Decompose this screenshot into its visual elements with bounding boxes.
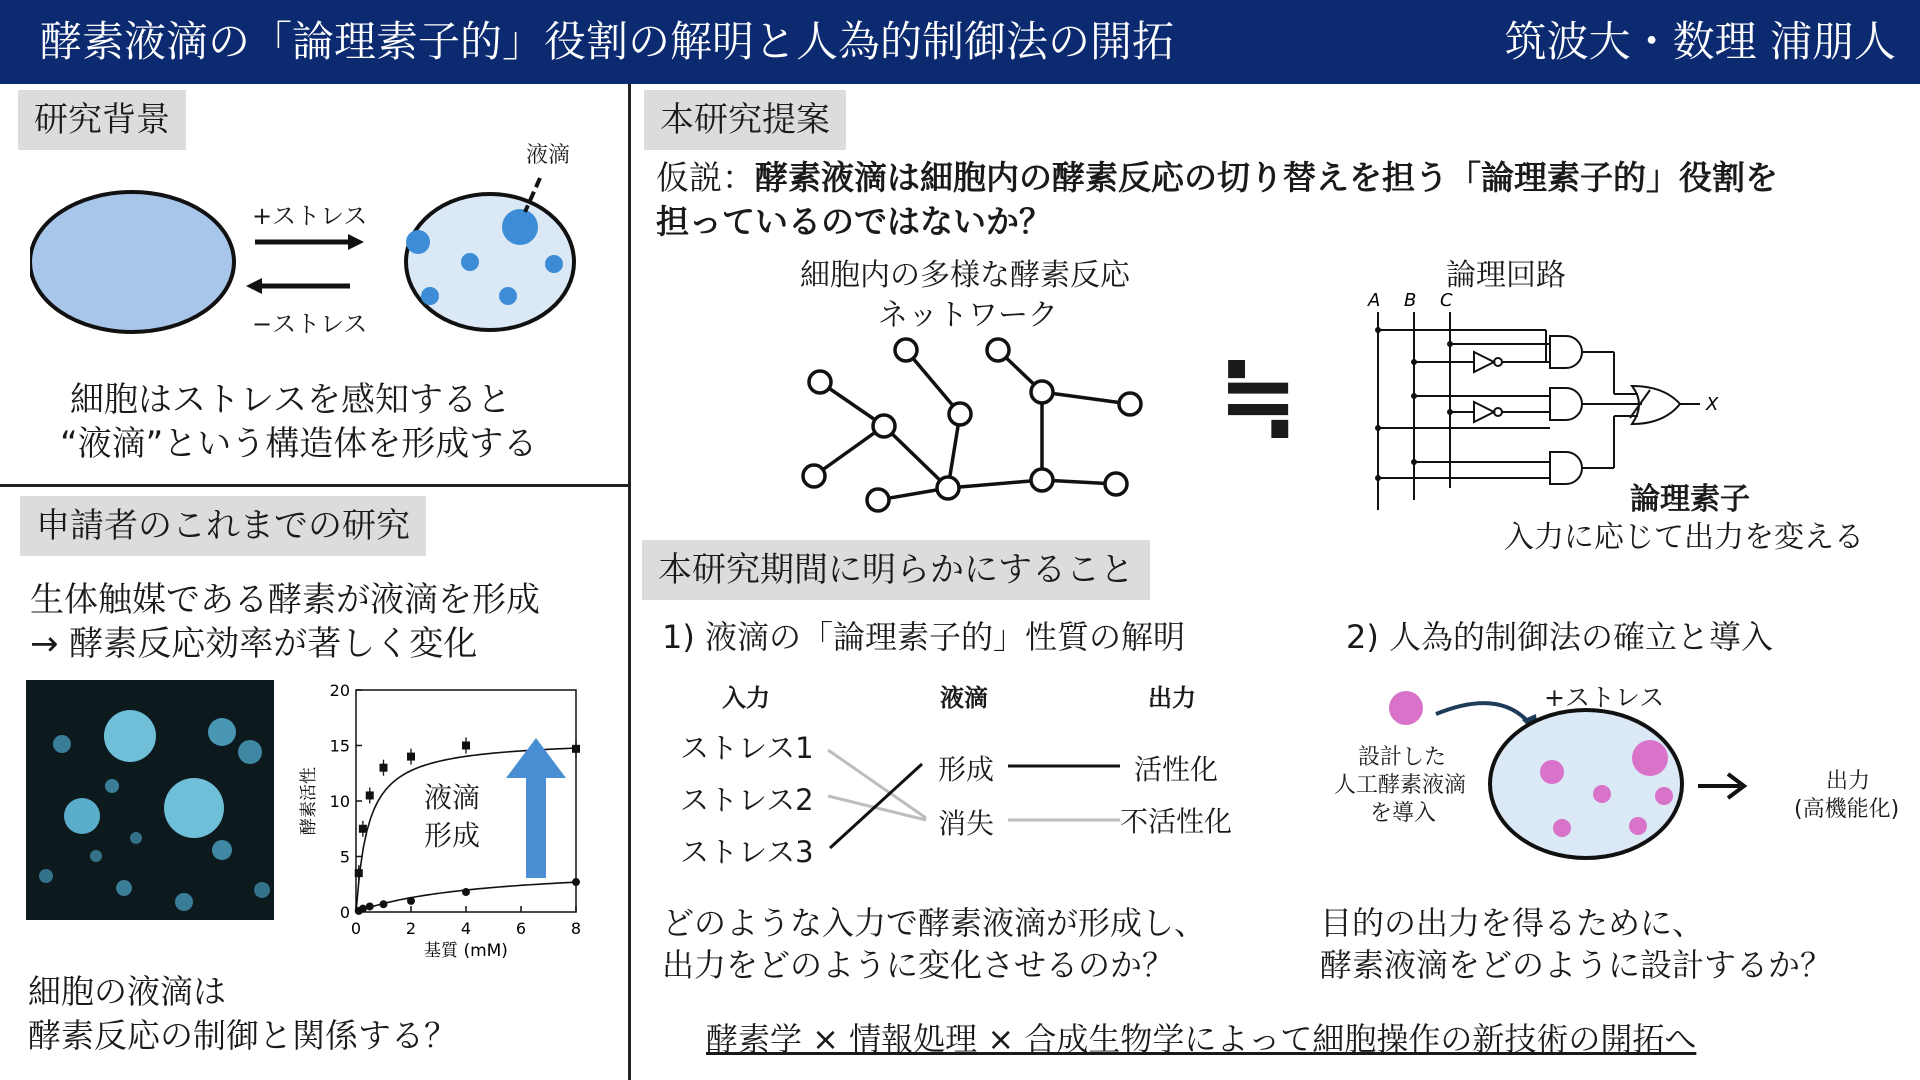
footer-statement: 酵素学 × 情報処理 × 合成生物学によって細胞操作の新技術の開拓へ (706, 1020, 1697, 1058)
logic-element-label: 論理素子 (1630, 482, 1750, 517)
section-tag-prior-research: 申請者のこれまでの研究 (20, 496, 426, 556)
data-point-circle (572, 878, 580, 886)
background-caption-line1: 細胞はストレスを感知すると (70, 380, 511, 420)
droplet-state-formed: 形成 (938, 753, 995, 786)
output-enhanced-line1: 出力 (1826, 769, 1871, 794)
cell-without-droplets (30, 192, 234, 332)
input-c-label: C (1440, 290, 1453, 311)
droplet-state-dissolved: 消失 (938, 807, 995, 840)
question2-line2: 酵素液滴をどのように設計するか？ (1320, 946, 1833, 984)
input-stress-2: ストレス2 (680, 783, 814, 817)
prior-line2: → 酵素反応効率が著しく変化 (30, 624, 478, 664)
output-inactivated: 不活性化 (1120, 805, 1233, 838)
plus-stress-label-2: +ストレス (1544, 683, 1665, 712)
data-point-circle (407, 897, 415, 905)
section-tag-proposal: 本研究提案 (644, 90, 846, 150)
enzyme-network-graph (790, 330, 1150, 520)
hypothesis-line1 (656, 152, 1778, 199)
x-tick-label: 0 (350, 919, 362, 938)
input-stress-1: ストレス1 (680, 731, 814, 765)
output-activated: 活性化 (1134, 753, 1219, 786)
input-a-label: A (1368, 290, 1381, 311)
hypothesis-line2: 担っているのではないか？ (656, 202, 1052, 241)
designed-droplet (1389, 691, 1423, 725)
data-point-circle (462, 888, 470, 896)
network-label-line1: 細胞内の多様な酵素反応 (800, 258, 1130, 293)
x-tick-label: 8 (570, 919, 582, 938)
y-tick-label: 15 (329, 736, 350, 756)
hypothesis-prefix: 仮説： (656, 158, 755, 197)
x-tick-label: 4 (460, 919, 472, 938)
question1-line1: どのような入力で酵素液滴が形成し、 (662, 904, 1207, 942)
item2-title: 2) 人為的制御法の確立と導入 (1346, 618, 1774, 656)
output-x-label: X (1706, 394, 1719, 415)
y-tick-label: 10 (329, 792, 350, 811)
logic-circuit-label: 論理回路 (1446, 258, 1566, 293)
design-label-line3: を導入 (1370, 801, 1437, 826)
data-point-circle (380, 900, 388, 908)
hypothesis-text: 酵素液滴は細胞内の酵素反応の切り替えを担う「論理素子的」役割を (755, 158, 1778, 197)
page-title: 酵素液滴の「論理素子的」役割の解明と人為的制御法の開拓 (40, 17, 1175, 66)
item1-title: 1) 液滴の「論理素子的」性質の解明 (662, 618, 1186, 656)
data-point-square (462, 742, 470, 750)
plus-stress-label: +ストレス (252, 202, 368, 230)
y-tick-label: 0 (339, 903, 350, 922)
x-tick-label: 2 (405, 919, 417, 938)
minus-stress-label: −ストレス (252, 310, 368, 338)
column-header-input: 入力 (722, 684, 770, 712)
microscope-image (26, 680, 274, 920)
y-tick-label: 20 (329, 681, 350, 700)
vertical-divider (628, 84, 631, 1080)
data-point-circle (359, 905, 367, 913)
data-point-square (407, 753, 415, 761)
approximately-equal-symbol: ≒ (1218, 340, 1299, 452)
section-tag-background: 研究背景 (18, 90, 186, 150)
data-point-square (380, 764, 388, 772)
x-tick-label: 6 (515, 919, 527, 938)
horizontal-divider-left (0, 484, 628, 487)
droplet-formation-arrow (504, 738, 568, 878)
prior-caption-line2: 酵素反応の制御と関係する？ (28, 1016, 457, 1055)
section-tag-period-goals: 本研究期間に明らかにすること (642, 540, 1150, 600)
input-output-mapping-lines (820, 740, 1140, 860)
x-axis-label: 基質 (mM) (424, 941, 508, 961)
design-label-line1: 設計した (1358, 745, 1447, 770)
author-label: 筑波大・数理 浦朋人 (1504, 17, 1896, 66)
droplet-formation-label-line1: 液滴 (424, 781, 481, 814)
y-axis-label: 酵素活性 (299, 767, 319, 835)
y-tick-label: 5 (339, 847, 350, 867)
data-point-square (359, 825, 367, 833)
data-point-square (355, 869, 363, 877)
background-caption-line2: “液滴”という構造体を形成する (60, 424, 538, 464)
data-point-circle (366, 902, 374, 910)
prior-caption-line1: 細胞の液滴は (28, 972, 226, 1011)
column-header-output: 出力 (1148, 684, 1196, 712)
droplet-label: 液滴 (526, 143, 571, 168)
column-header-droplet: 液滴 (940, 684, 988, 712)
design-label-line2: 人工酵素液滴 (1334, 773, 1467, 798)
prior-line1: 生体触媒である酵素が液滴を形成 (30, 580, 540, 620)
data-point-square (366, 791, 374, 799)
question2-line1: 目的の出力を得るために、 (1320, 904, 1705, 942)
droplet-formation-label-line2: 形成 (424, 819, 481, 852)
network-label-line2: ネットワーク (878, 298, 1058, 333)
target-cell (1490, 710, 1682, 858)
question1-line2: 出力をどのように変化させるのか？ (662, 946, 1175, 984)
data-point-square (572, 745, 580, 753)
logic-element-description: 入力に応じて出力を変える (1504, 520, 1864, 555)
output-enhanced-line2: (高機能化) (1794, 797, 1900, 822)
input-stress-3: ストレス3 (680, 835, 814, 869)
input-b-label: B (1404, 290, 1417, 311)
